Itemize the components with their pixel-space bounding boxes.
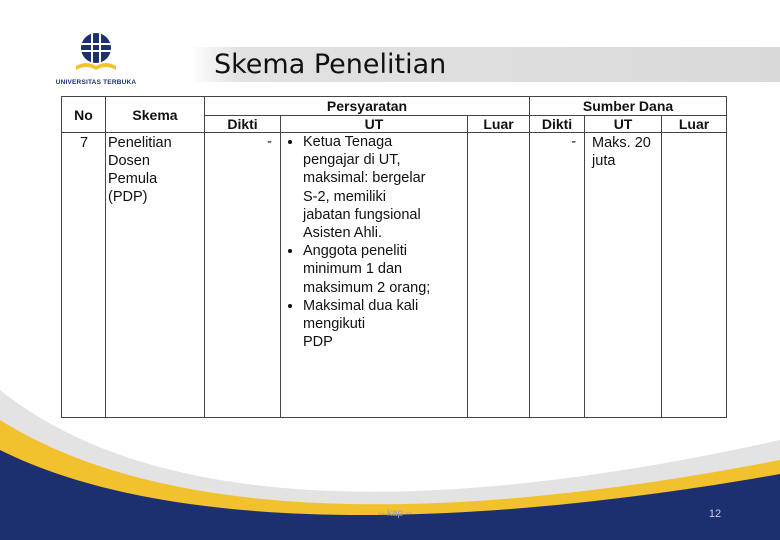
requirement-line: S-2, memiliki <box>303 188 386 205</box>
slide-title: Skema Penelitian <box>214 49 447 80</box>
header-dana-luar: Luar <box>662 116 727 133</box>
header-persyaratan-luar: Luar <box>468 116 530 133</box>
header-no: No <box>62 97 106 133</box>
logo-caption: UNIVERSITAS TERBUKA <box>55 79 137 86</box>
page-number: 12 <box>708 508 722 520</box>
skema-name-line: Pemula <box>108 171 158 187</box>
requirement-line: Asisten Ahli. <box>303 225 382 242</box>
dana-ut-line: Maks. 20 <box>592 135 651 151</box>
header-sumber-dana: Sumber Dana <box>530 97 727 116</box>
persyaratan-luar-value <box>468 133 529 134</box>
header-skema: Skema <box>106 97 205 133</box>
university-logo <box>54 30 138 92</box>
requirement-line: PDP <box>303 334 333 351</box>
requirement-line: pengajar di UT, <box>303 152 401 169</box>
skema-name-line: Penelitian <box>108 135 172 151</box>
header-persyaratan: Persyaratan <box>205 97 530 116</box>
requirement-line: mengikuti <box>303 316 366 333</box>
row-number: 7 <box>80 135 89 151</box>
requirement-item <box>303 242 467 297</box>
title-bar <box>190 47 780 82</box>
dana-luar-value <box>662 133 726 134</box>
header-dana-ut: UT <box>585 116 662 133</box>
requirement-line: minimum 1 dan <box>303 261 403 278</box>
requirement-line: • Anggota peneliti <box>303 243 407 260</box>
header-persyaratan-dikti: Dikti <box>205 116 281 133</box>
requirement-line: • Maksimal dua kali <box>303 297 419 314</box>
requirement-item <box>303 133 467 242</box>
persyaratan-dikti-value: - <box>267 134 272 150</box>
skema-name-line: (PDP) <box>108 189 148 205</box>
dana-ut-line: juta <box>592 153 616 169</box>
skema-name-line: Dosen <box>108 153 150 169</box>
requirement-line: • Ketua Tenaga <box>303 134 393 150</box>
requirement-line: maksimal: bergelar <box>303 170 426 187</box>
requirement-line: jabatan fungsional <box>303 206 421 223</box>
requirement-item <box>303 297 467 352</box>
footer-text: -- kap -- <box>377 508 413 519</box>
requirement-line: maksimum 2 orang; <box>303 279 431 296</box>
dana-ut-value <box>585 133 661 170</box>
requirements-list <box>281 133 467 351</box>
header-dana-dikti: Dikti <box>530 116 585 133</box>
skema-name <box>106 133 204 206</box>
dana-dikti-value: - <box>571 134 577 150</box>
header-persyaratan-ut: UT <box>281 116 468 133</box>
